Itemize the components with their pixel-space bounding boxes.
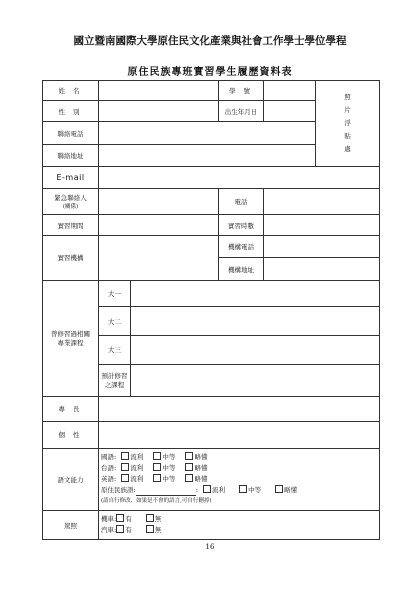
email-label: E-mail — [43, 167, 99, 189]
basic-label: 略懂 — [194, 474, 208, 483]
emergency-phone-field[interactable] — [264, 189, 380, 215]
phone-label: 聯絡電話 — [43, 122, 99, 144]
language-name: 英語: — [101, 474, 117, 483]
address-field[interactable] — [99, 144, 316, 166]
no-label: 無 — [154, 515, 162, 524]
photo-label-char: 照 — [344, 93, 351, 102]
basic-label: 略懂 — [284, 485, 298, 494]
name-label: 姓 名 — [43, 81, 99, 101]
language-name: 原住民族語: — [101, 485, 136, 494]
language-options — [99, 448, 380, 511]
intermediate-label: 中等 — [248, 485, 262, 494]
courses-label-line1: 曾修習過相關 — [51, 330, 90, 339]
org-phone-field[interactable] — [264, 236, 380, 258]
gender-label: 性 別 — [43, 101, 99, 122]
intermediate-checkbox[interactable] — [153, 474, 161, 482]
planned-courses-line2: 之課程 — [104, 381, 125, 390]
courses-label-line2: 專業課程 — [57, 339, 84, 348]
form-title: 原住民族專班實習學生履歷資料表 — [127, 67, 293, 78]
fluent-checkbox[interactable] — [121, 452, 129, 460]
internship-hours-field[interactable] — [264, 214, 380, 235]
intermediate-label: 中等 — [162, 463, 176, 472]
internship-org-field[interactable] — [99, 236, 219, 281]
year3-courses-field[interactable] — [131, 336, 380, 365]
colon: : — [195, 485, 198, 494]
personality-label: 個 性 — [43, 422, 99, 449]
phone-field[interactable] — [99, 122, 316, 144]
intermediate-label: 中等 — [162, 452, 176, 461]
license-options — [99, 511, 380, 540]
planned-courses-line1: 預計修習 — [101, 372, 128, 381]
photo-label-char: 片 — [344, 106, 351, 115]
fluent-label: 流利 — [130, 463, 144, 472]
personality-field[interactable] — [99, 422, 380, 449]
planned-courses-field[interactable] — [131, 364, 380, 396]
basic-checkbox[interactable] — [275, 485, 283, 493]
no-label: 無 — [154, 526, 162, 535]
specialty-field[interactable] — [99, 396, 380, 422]
internship-org-label: 實習機構 — [43, 236, 99, 281]
resume-form-table — [42, 80, 380, 540]
yes-checkbox[interactable] — [116, 525, 124, 533]
specialty-label: 專 長 — [43, 396, 99, 422]
yes-checkbox[interactable] — [116, 514, 124, 522]
license-row — [101, 514, 377, 525]
photo-area — [316, 81, 380, 167]
no-checkbox[interactable] — [146, 525, 154, 533]
internship-period-label: 實習期間 — [43, 214, 99, 235]
internship-hours-label: 實習時數 — [219, 214, 264, 235]
photo-label-char: 貼 — [344, 132, 351, 141]
emergency-phone-label: 電話 — [219, 189, 264, 215]
intermediate-checkbox[interactable] — [153, 463, 161, 471]
year2-courses-field[interactable] — [131, 307, 380, 336]
emergency-contact-label — [43, 189, 99, 215]
no-checkbox[interactable] — [146, 514, 154, 522]
language-row — [101, 463, 377, 474]
page-number: 16 — [205, 543, 215, 551]
year2-label: 大二 — [99, 307, 131, 336]
fluent-label: 流利 — [211, 485, 225, 494]
basic-checkbox[interactable] — [185, 474, 193, 482]
license-name: 機車: — [101, 515, 117, 524]
basic-label: 略懂 — [194, 463, 208, 472]
fluent-checkbox[interactable] — [121, 474, 129, 482]
photo-label-char: 浮 — [344, 119, 351, 128]
intermediate-label: 中等 — [162, 474, 176, 483]
year1-label: 大一 — [99, 280, 131, 307]
org-address-label: 機構地址 — [219, 258, 264, 280]
fluent-label: 流利 — [130, 474, 144, 483]
language-row — [101, 452, 377, 463]
year3-label: 大三 — [99, 336, 131, 365]
language-name: 台語: — [101, 463, 117, 472]
planned-courses-label — [99, 364, 131, 396]
internship-period-field[interactable] — [99, 214, 219, 235]
yes-label: 有 — [125, 526, 132, 535]
student-id-field[interactable] — [264, 81, 316, 101]
emergency-relation-text: (關係) — [62, 204, 79, 211]
language-note: (請自行修改、如果是不會的語言,可自行刪掉) — [101, 497, 212, 504]
intermediate-checkbox[interactable] — [239, 485, 247, 493]
basic-checkbox[interactable] — [185, 463, 193, 471]
license-row — [101, 525, 377, 536]
indigenous-language-blank[interactable] — [136, 485, 198, 496]
birthdate-field[interactable] — [264, 101, 316, 122]
language-row — [101, 485, 377, 496]
license-label: 駕照 — [43, 511, 99, 540]
basic-label: 略懂 — [194, 452, 208, 461]
email-field[interactable] — [99, 167, 380, 189]
org-phone-label: 機構電話 — [219, 236, 264, 258]
fluent-checkbox[interactable] — [121, 463, 129, 471]
gender-field[interactable] — [99, 101, 219, 122]
basic-checkbox[interactable] — [185, 452, 193, 460]
name-field[interactable] — [99, 81, 219, 101]
language-label: 語文能力 — [43, 448, 99, 511]
address-label: 聯絡地址 — [43, 144, 99, 166]
language-name: 國語: — [101, 452, 117, 461]
emergency-contact-text: 緊急聯絡人 — [54, 194, 87, 203]
org-address-field[interactable] — [264, 258, 380, 280]
fluent-label: 流利 — [130, 452, 144, 461]
license-name: 汽車: — [101, 526, 117, 535]
language-row — [101, 474, 377, 485]
yes-label: 有 — [125, 515, 132, 524]
photo-label-char: 處 — [344, 145, 351, 154]
birthdate-label: 出生年月日 — [219, 101, 264, 122]
fluent-checkbox[interactable] — [203, 485, 211, 493]
university-program-title: 國立暨南國際大學原住民文化產業與社會工作學士學位學程 — [73, 35, 347, 47]
year1-courses-field[interactable] — [131, 280, 380, 307]
intermediate-checkbox[interactable] — [153, 452, 161, 460]
courses-label — [43, 280, 99, 396]
student-id-label: 學 號 — [219, 81, 264, 101]
emergency-contact-field[interactable] — [99, 189, 219, 215]
